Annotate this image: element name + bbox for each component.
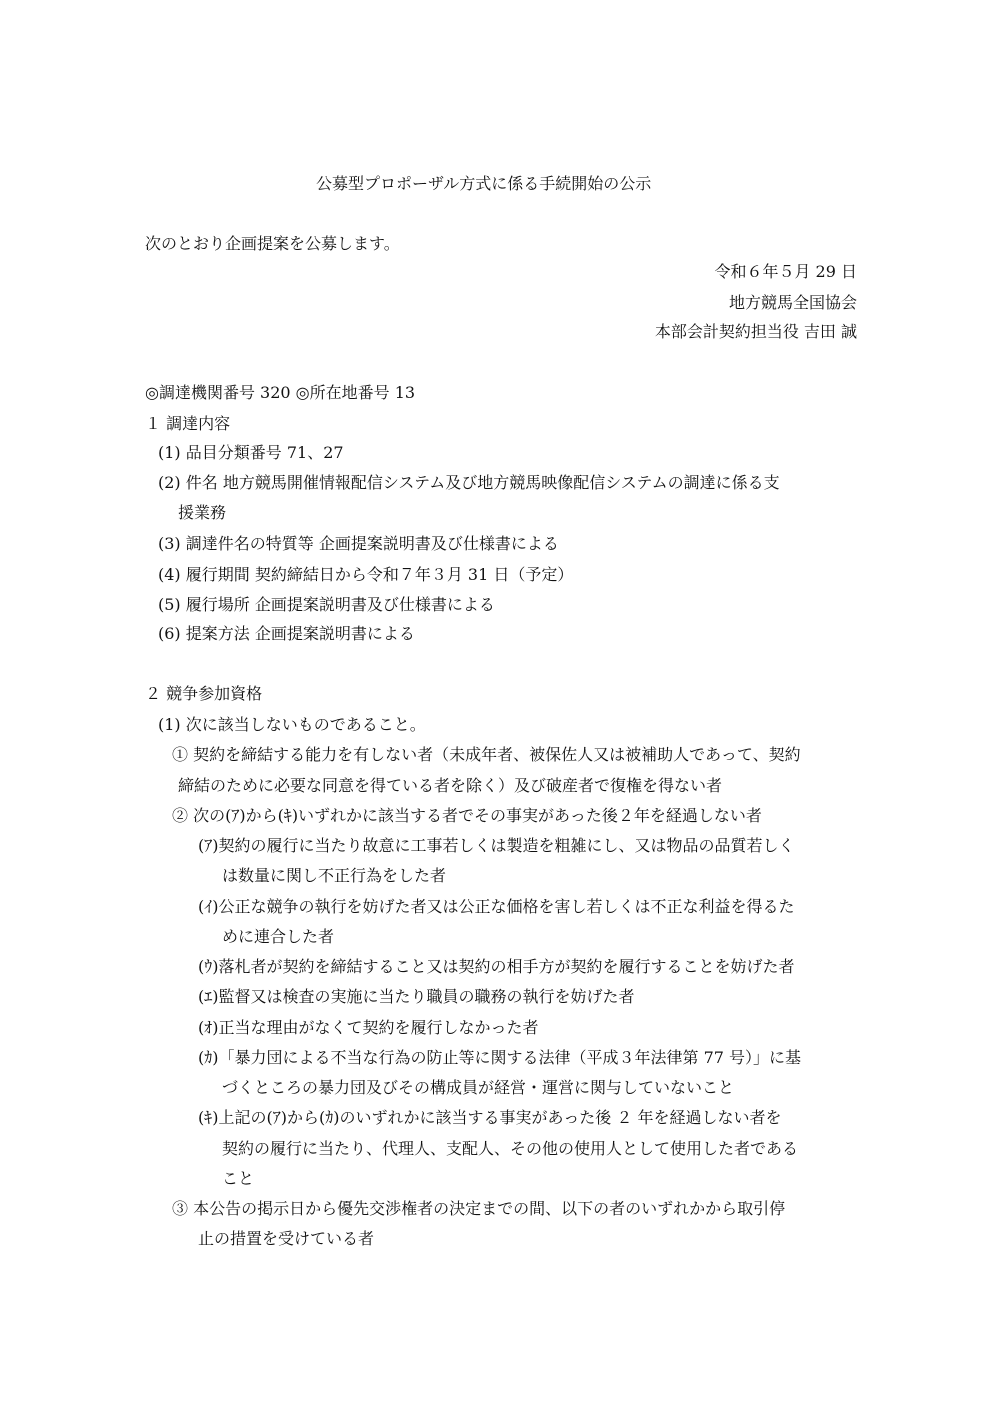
subitem-ka-line1: (ｶ)「暴力団による不当な行為の防止等に関する法律（平成３年法律第 77 号）」に基 bbox=[198, 1048, 802, 1067]
subitem-ka-line2: づくところの暴力団及びその構成員が経営・運営に関与していないこと bbox=[222, 1078, 735, 1097]
section1-heading: １ 調達内容 bbox=[145, 414, 231, 433]
section1-item-6: (6) 提案方法 企画提案説明書による bbox=[158, 624, 415, 643]
subitem-o: (ｵ)正当な理由がなくて契約を履行しなかった者 bbox=[198, 1018, 539, 1037]
organization-name: 地方競馬全国協会 bbox=[728, 293, 857, 312]
section1-item-3: (3) 調達件名の特質等 企画提案説明書及び仕様書による bbox=[158, 534, 559, 553]
subitem-ki-line2: 契約の履行に当たり、代理人、支配人、その他の使用人として使用した者である bbox=[222, 1139, 799, 1158]
intro-text: 次のとおり企画提案を公募します。 bbox=[145, 234, 400, 253]
document-title: 公募型プロポーザル方式に係る手続開始の公示 bbox=[316, 174, 652, 193]
subitem-u: (ｳ)落札者が契約を締結すること又は契約の相手方が契約を履行することを妨げた者 bbox=[198, 957, 795, 976]
section1-item-2-cont: 援業務 bbox=[178, 503, 227, 522]
subitem-ki-line1: (ｷ)上記の(ｱ)から(ｶ)のいずれかに該当する事実があった後 ２ 年を経過しない者を bbox=[198, 1108, 782, 1127]
section2-item1-line2: 締結のために必要な同意を得ている者を除く）及び破産者で復権を得ない者 bbox=[178, 776, 723, 795]
section2-item1-line1: ① 契約を締結する能力を有しない者（未成年者、被保佐人又は被補助人であって、契約 bbox=[172, 745, 801, 764]
section2-item3-line1: ③ 本公告の掲示日から優先交渉権者の決定までの間、以下の者のいずれかから取引停 bbox=[172, 1199, 786, 1218]
subitem-a-line2: は数量に関し不正行為をした者 bbox=[222, 866, 447, 885]
subitem-i-line2: めに連合した者 bbox=[222, 927, 335, 946]
section2-item3-line2: 止の措置を受けている者 bbox=[198, 1229, 375, 1248]
section2-heading: ２ 競争参加資格 bbox=[145, 684, 263, 703]
subitem-ki-line3: こと bbox=[222, 1169, 255, 1188]
section1-item-5: (5) 履行場所 企画提案説明書及び仕様書による bbox=[158, 595, 495, 614]
section1-item-1: (1) 品目分類番号 71、27 bbox=[158, 443, 344, 462]
subitem-i-line1: (ｲ)公正な競争の執行を妨げた者又は公正な価格を害し若しくは不正な利益を得るた bbox=[198, 897, 795, 916]
agency-codes: ◎調達機関番号 320 ◎所在地番号 13 bbox=[145, 383, 416, 402]
subitem-e: (ｴ)監督又は検査の実施に当たり職員の職務の執行を妨げた者 bbox=[198, 987, 635, 1006]
section2-sub1: (1) 次に該当しないものであること。 bbox=[158, 715, 426, 734]
official-name: 本部会計契約担当役 吉田 誠 bbox=[654, 322, 857, 341]
section2-item2: ② 次の(ｱ)から(ｷ)いずれかに該当する者でその事実があった後２年を経過しない者 bbox=[172, 806, 762, 825]
notice-date: 令和６年５月 29 日 bbox=[714, 262, 857, 281]
section1-item-2: (2) 件名 地方競馬開催情報配信システム及び地方競馬映像配信システムの調達に係る支 bbox=[158, 473, 780, 492]
section1-item-4: (4) 履行期間 契約締結日から令和７年３月 31 日（予定） bbox=[158, 565, 574, 584]
subitem-a-line1: (ｱ)契約の履行に当たり故意に工事若しくは製造を粗雑にし、又は物品の品質若しく bbox=[198, 836, 795, 855]
